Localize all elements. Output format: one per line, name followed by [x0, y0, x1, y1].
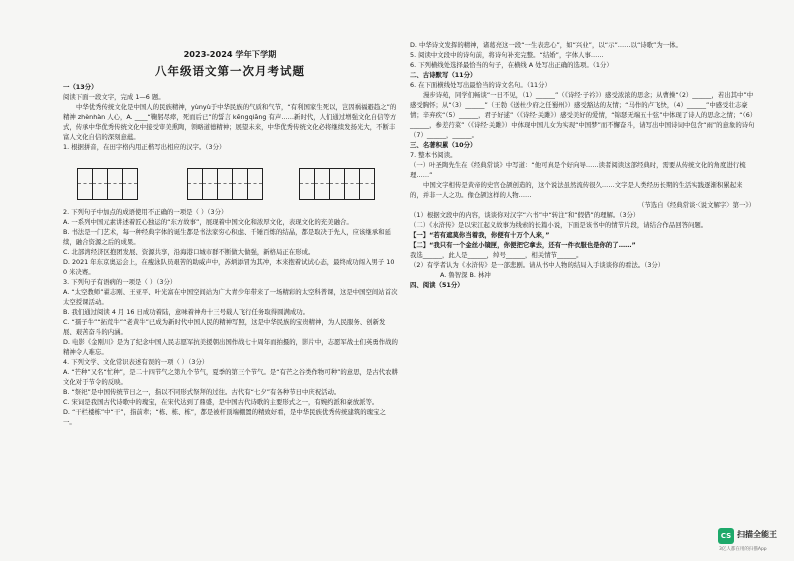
q8-excerpt: 中国文字相传是黄帝的史官仓颉创造的，这个说法虽然流传很久……文字是人类经历长期的生活实践逐渐积累起来的，并非一人之功。像仓颉这样的人物…… [410, 181, 743, 199]
q2-option-a: A. 一系列中国元素讲述着匠心独运的“东方故事”，展现着中国文化和浓厚文化，表现文化的充美融合。 [63, 218, 353, 226]
q8-quote-2: 【二】“我只有一个金丝小镜匣，你便把它拿去，还有一件衣服也是你的了……” [410, 241, 636, 249]
q4-option-d: D. “干栏楼栋”中“干”，指前辈；“栋、栋、栋”，都是被杆顶端棚置的精致好看，是中华民族优秀传统建筑的瑰宝之一。 [63, 408, 386, 426]
grid-cell[interactable] [187, 168, 203, 200]
poem-fill-blanks[interactable]: 漫步诗苑，同学们畅谈“一日不见，（1）______”（《诗经·子衿》）感受浓浓的思念；从曹操“（2）______，若出其中”中感受胸怀；从“（3）______”（王勃《送杜少府之任蜀州》）感受豁达的友情；“马作的卢飞快，（4）______”中感受壮志豪情；辛弃疾“（5）______，君子好逑”（《诗经·关雎》）感受美好的爱情，“锦瑟无端五十弦”中体现了诗人的思念之情；“（6）______，参差荇菜”（《诗经·关雎》）中体现中国儿女为实现“中国梦”而不懈奋斗，请写出中国诗词中包含“雨”的意象的诗句（7）______，______。 [410, 91, 755, 139]
section-2-heading: 二、古诗默写（11分） [410, 71, 477, 79]
section-3-heading: 三、名著积累（10分） [410, 141, 477, 149]
answer-grid-3[interactable] [300, 168, 375, 202]
q8-part-1: （一）叶圣陶先生在《经典常谈》中写道：“他可真是个好向导……读者阅读这部经典时，需要从传统文化的角度进行梳理……” [410, 161, 746, 179]
grid-cell[interactable] [299, 168, 315, 200]
question-1: 1. 根据拼音，在田字格内用正楷写出相应的汉字。（3分） [63, 143, 226, 151]
q4-option-a: A. “芒种”又名“忙种”，是二十四节气之第九个节气，夏季的第三个节气。是“有芒之谷类作物可种”的意思，是古代农耕文化对于节令的反映。 [63, 368, 398, 386]
grid-cell[interactable] [122, 168, 138, 200]
grid-cell[interactable] [107, 168, 123, 200]
q8-fill-line[interactable]: 我选______，此人是______，绰号______，相关情节______。 [410, 251, 583, 259]
question-4: 4. 下列文学、文化常识表述有误的一项（ ）（3分） [63, 358, 209, 366]
reading-intro: 阅读下面一段文字，完成 1—6 题。 [63, 93, 165, 101]
exam-title: 八年级语文第一次月考试题 [155, 64, 305, 78]
section-4-heading: 四、阅读（51分） [410, 281, 464, 289]
grid-cell[interactable] [359, 168, 375, 200]
q8-part-3: （2）有学者认为《水浒传》是一部悲剧。请从书中人物的结局入手谈谈你的看法。（3分） [410, 261, 665, 269]
question-6: 6. 下列横线处选择最恰当的句子，在横线 A 处写出正确的选项。（1分） [410, 61, 613, 69]
q3-option-b: B. 我们通过阅读 4 月 16 日成功着陆，意味着神舟十三号载人飞行任务取得圆满成功。 [63, 308, 310, 316]
term-heading: 2023-2024 学年下学期 [183, 49, 277, 59]
question-3: 3. 下列句子有语病的一项是（ ）（3分） [63, 278, 177, 286]
q2-option-b: B. 书法是一门艺术，每一种经典字体的诞生都是书法家穷心积虑、千锤百炼的结晶，都是取决于先人，应该继承和延续，融合资源之后的成果。 [63, 228, 391, 246]
scanner-watermark [718, 525, 794, 561]
question-7: 6. 在下面横线处写出最恰当的诗文名句。（11分） [410, 81, 551, 89]
question-8: 7. 整本书阅读。 [410, 151, 457, 159]
q4-option-c: C. 宋词是我国古代诗歌中的瑰宝，在宋代达到了鼎盛，是中国古代诗歌的主要形式之一，有婉约派和豪放派等。 [63, 398, 379, 406]
q8-source: （节选自《经典常谈·〈说文解字〉第一》） [637, 201, 755, 209]
q8-sub-question: （1）根据文段中的内容，谈谈你对汉字“六书”中“转注”和“假借”的理解。（3分） [410, 211, 640, 219]
q8-quote-1: 【一】“若有遮莫你当着我，你便有十万个人来，” [410, 231, 550, 239]
grid-cell[interactable] [344, 168, 360, 200]
camscanner-logo-icon: CS [718, 528, 734, 544]
left-column-questions [63, 207, 398, 427]
watermark-tagline: 3亿人都在用的扫描App [719, 547, 767, 552]
q2-option-d: D. 2021 年东京奥运会上，在瘦泳队员艰苦的助威声中，苏炳添冒为其冲，本来抱着试试心态，最终成功闯入男子 100 米决赛。 [63, 258, 395, 276]
answer-grid-1[interactable] [78, 168, 138, 202]
grid-cell[interactable] [329, 168, 345, 200]
grid-cell[interactable] [77, 168, 93, 200]
q3-option-d: D. 电影《金刚川》是为了纪念中国人民志愿军抗美援朝出国作战七十周年而拍摄的，影片中，志愿军战士们英勇作战的精神令人难忘。 [63, 338, 398, 356]
q5-carryover: D. 中华诗文发挥的精神，诸葛亮这一段“一生表忠心”，如“兴业”，以“示”……以“诗歌”为一体。 [410, 41, 682, 49]
q3-option-c: C. “孺子牛”“拓荒牛”“老黄牛”已成为新时代中国人民的精神写照，这是中华民族的宝贵精神，为人民服务、创新发展、艰苦奋斗的内涵。 [63, 318, 386, 336]
q8-options: A. 鲁智深 B. 林冲 [440, 271, 491, 279]
q2-option-c: C. 北部湾经济区抱团发展、资源共享，沿海港口城市群不断做大做强，新格局正在形成。 [63, 248, 315, 256]
section-1-heading: 一（13分） [63, 83, 98, 91]
grid-cell[interactable] [232, 168, 248, 200]
grid-cell[interactable] [217, 168, 233, 200]
grid-cell[interactable] [314, 168, 330, 200]
q8-part-2: （二）《水浒传》是以宋江起义故事为线索的长篇小说，下面是该书中的情节片段，请结合作品回答问题。 [410, 221, 708, 229]
reading-passage: 中华优秀传统文化是中国人的民族精神，yùnyù于中华民族的气质和气节，“有利国家生死以，岂因祸福避趋之”的精神 zhènhàn 人心，A. ____“鞠躬尽瘁，死而后已”的誓言 kēngqiāng 有声……新时代，人们通过增强文化自信等方式，传承中华优秀传统文化中接受审美熏陶，领略道德精神；展望未来，中华优秀传统文化必将继续发扬光大，不断丰富人文化自信的深刻意蕴。 [63, 103, 397, 141]
grid-cell[interactable] [92, 168, 108, 200]
q4-option-b: B. “祭祀”是中国传统节日之一，指以不同形式祭拜的过往。古代有“七夕”有各种节日中庆祝活动。 [63, 388, 341, 396]
grid-cell[interactable] [247, 168, 263, 200]
question-2: 2. 下列句子中加点的成语使用不正确的一项是（ ）（3分） [63, 208, 228, 216]
watermark-app-name: 扫描全能王 [737, 530, 777, 539]
right-column [410, 40, 755, 290]
left-column [63, 82, 398, 152]
q3-option-a: A. “太空教师”翟志刚、王亚平、叶光富在中国空间站为广大青少年带来了一场精彩的太空科普课，这是中国空间站首次太空授课活动。 [63, 288, 398, 306]
grid-cell[interactable] [202, 168, 218, 200]
question-5: 5. 阅读中文段中的诗句前，将诗句补充完整。“结婚”，字体人事…… [410, 51, 604, 59]
answer-grid-2[interactable] [188, 168, 263, 202]
